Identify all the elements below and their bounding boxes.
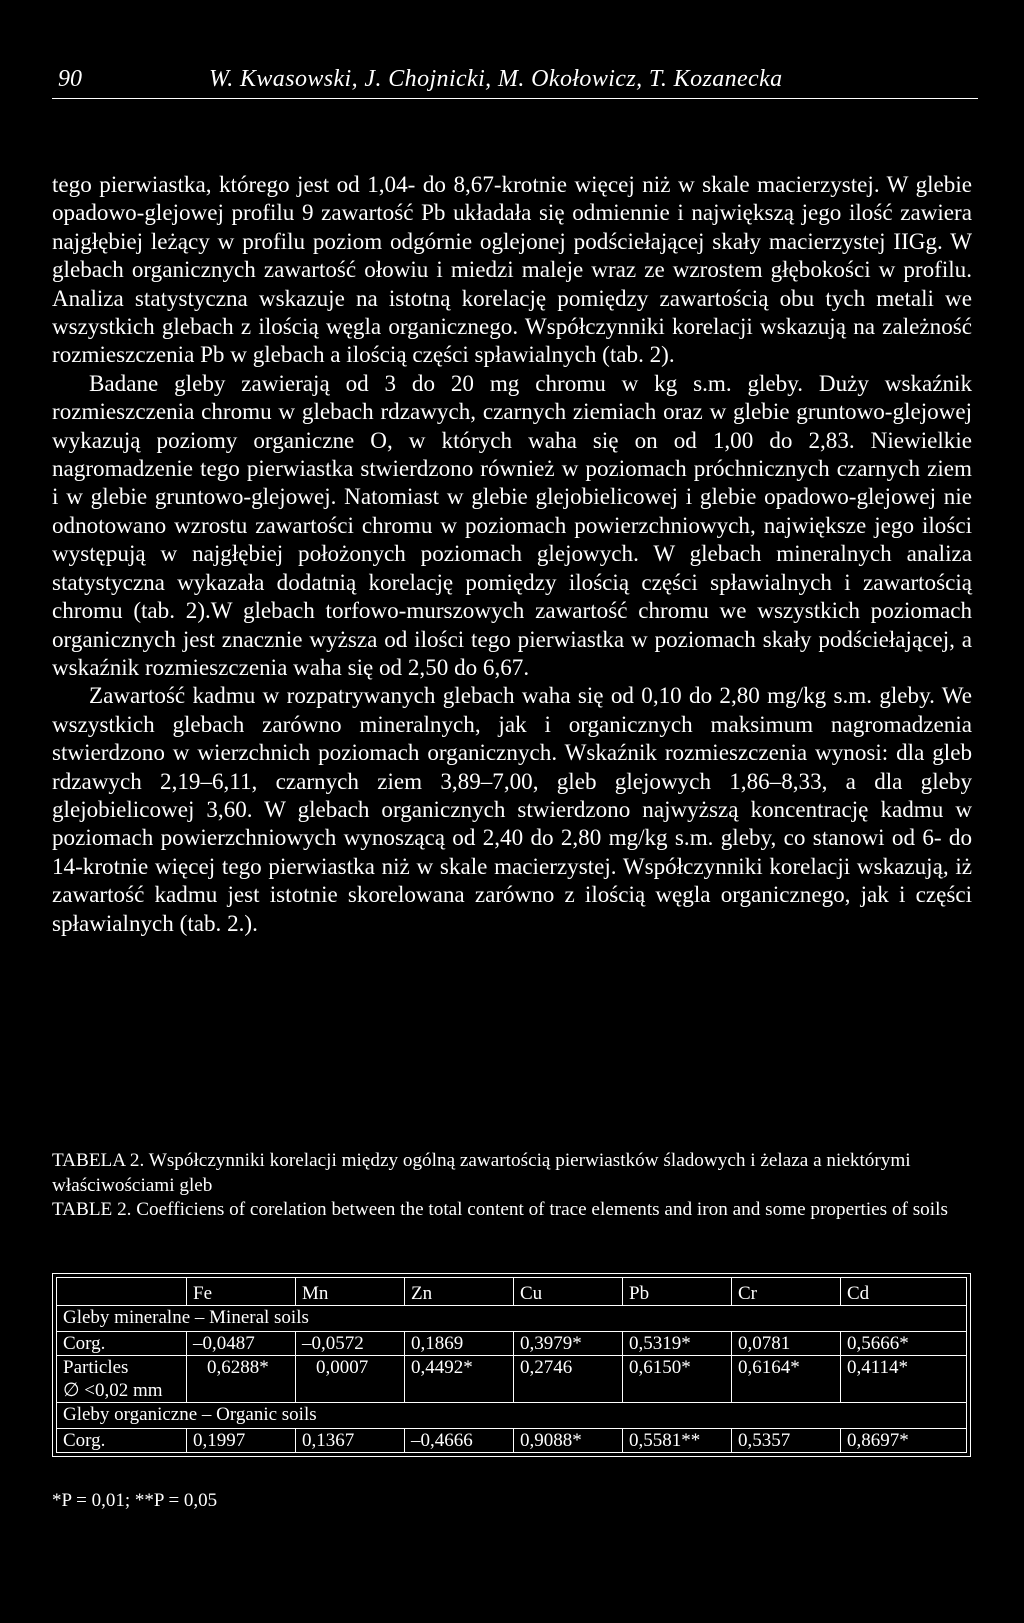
- body-text: [52, 170, 972, 937]
- table-cell: 0,5581**: [623, 1429, 732, 1453]
- correlation-table-frame: [52, 1273, 971, 1457]
- caption-english: TABLE 2. Coefficiens of corelation between the total content of trace elements and iron and some properties of soils: [52, 1199, 948, 1220]
- table-cell: 0,5357: [732, 1429, 841, 1453]
- table-cell: –0,0487: [187, 1332, 296, 1356]
- table-cell: 0,6164*: [732, 1356, 841, 1403]
- caption-polish: TABELA 2. Współczynniki korelacji między ogólną zawartością pierwiastków śladowych i żelaza a niektórymi właściwościami gleb: [52, 1150, 911, 1196]
- row-label-particles-line1: Particles: [63, 1357, 129, 1378]
- section-row-organic: [57, 1403, 967, 1429]
- correlation-table: [56, 1277, 967, 1453]
- table-cell: 0,2746: [514, 1356, 623, 1403]
- column-header-cr: Cr: [732, 1278, 841, 1306]
- table-cell: 0,1869: [405, 1332, 514, 1356]
- column-header-zn: Zn: [405, 1278, 514, 1306]
- paragraph-lead: tego pierwiastka, którego jest od 1,04- do 8,67-krotnie więcej niż w skale macierzystej. W glebie opadowo-glejowej profilu 9 zawartość Pb układała się odmiennie i największą jego ilość zawiera najgłębiej leżący w profilu poziom odgórnie oglejonej podściełającej skały macierzystej IIGg. W glebach organicznych zawartość ołowiu i miedzi maleje wraz ze wzrostem głębokości w profilu. Analiza statystyczna wskazuje na istotną korelację pomiędzy zawartością obu tych metali we wszystkich glebach z ilością węgla organicznego. Współczynniki korelacji wskazują na zależność rozmieszczenia Pb w glebach a ilością części spławialnych (tab. 2).: [52, 171, 972, 368]
- table-cell: 0,1997: [187, 1429, 296, 1453]
- column-header-fe: Fe: [187, 1278, 296, 1306]
- table-header-row: [57, 1278, 967, 1306]
- row-label-corg-mineral: Corg.: [57, 1332, 187, 1356]
- row-label-corg-organic: Corg.: [57, 1429, 187, 1453]
- column-header-cu: Cu: [514, 1278, 623, 1306]
- paragraph-cadmium: Zawartość kadmu w rozpatrywanych glebach waha się od 0,10 do 2,80 mg/kg s.m. gleby. We wszystkich glebach zarówno mineralnych, jak i organicznych maksimum nagromadzenia stwierdzono w wierzchnich poziomach organicznych. Wskaźnik rozmieszczenia wynosi: dla gleb rdzawych 2,19–6,11, czarnych ziem 3,89–7,00, gleb glejowych 1,86–8,33, a dla gleby glejobielicowej 3,60. W glebach organicznych stwierdzono najwyższą koncentrację kadmu w poziomach powierzchniowych wynoszącą od 2,40 do 2,80 mg/kg s.m. gleby, co stanowi od 6- do 14-krotnie więcej tego pierwiastka niż w skale macierzystej. Współczynniki korelacji wskazują, iż zawartość kadmu jest istotnie skorelowana zarówno z ilością węgla organicznego, jak i części spławialnych (tab. 2.).: [52, 682, 972, 936]
- table-row: [57, 1356, 967, 1403]
- table-row: [57, 1429, 967, 1453]
- table-cell: 0,4492*: [405, 1356, 514, 1403]
- table-cell: –0,0572: [296, 1332, 405, 1356]
- table-cell: 0,1367: [296, 1429, 405, 1453]
- paragraph-chromium: Badane gleby zawierają od 3 do 20 mg chromu w kg s.m. gleby. Duży wskaźnik rozmieszczenia chromu w glebach rdzawych, czarnych ziemiach oraz w glebie gruntowo-glejowej wykazują poziomy organiczne O, w których waha się on od 1,00 do 2,83. Niewielkie nagromadzenie tego pierwiastka stwierdzono również w poziomach próchnicznych czarnych ziem i w glebie gruntowo-glejowej. Natomiast w glebie glejobielicowej i glebie opadowo-glejowej nie odnotowano wzrostu zawartości chromu w poziomach powierzchniowych, największe jego ilości występują w najgłębiej położonych poziomach glejowych. W glebach mineralnych analiza statystyczna wykazała dodatnią korelację pomiędzy ilością części spławialnych i zawartością chromu (tab. 2).W glebach torfowo-murszowych zawartość chromu we wszystkich poziomach organicznych jest znacznie wyższa od ilości tego pierwiastka w poziomach skały podściełającej, a wskaźnik rozmieszczenia waha się od 2,50 do 6,67.: [52, 369, 972, 680]
- table-row: [57, 1332, 967, 1356]
- column-header-mn: Mn: [296, 1278, 405, 1306]
- running-header: [52, 62, 978, 99]
- table-cell: 0,6288*: [187, 1356, 296, 1403]
- table-cell: 0,5319*: [623, 1332, 732, 1356]
- running-head-authors: W. Kwasowski, J. Chojnicki, M. Okołowicz, T. Kozanecka: [209, 66, 783, 92]
- column-header-cd: Cd: [841, 1278, 967, 1306]
- table-cell: 0,4114*: [841, 1356, 967, 1403]
- table-cell: 0,8697*: [841, 1429, 967, 1453]
- table-cell: 0,5666*: [841, 1332, 967, 1356]
- section-row-mineral: [57, 1306, 967, 1332]
- table-cell: 0,9088*: [514, 1429, 623, 1453]
- table-header-corner: [57, 1278, 187, 1306]
- section-label-organic: Gleby organiczne – Organic soils: [57, 1403, 967, 1429]
- row-label-particles: [57, 1356, 187, 1403]
- section-label-mineral: Gleby mineralne – Mineral soils: [57, 1306, 967, 1332]
- table-footnote: *P = 0,01; **P = 0,05: [52, 1490, 218, 1511]
- page-number: 90: [58, 66, 82, 92]
- table-cell: 0,0781: [732, 1332, 841, 1356]
- table-caption: [52, 1149, 982, 1223]
- column-header-pb: Pb: [623, 1278, 732, 1306]
- table-cell: 0,0007: [296, 1356, 405, 1403]
- row-label-particles-line2: ∅ <0,02 mm: [63, 1380, 163, 1401]
- table-cell: –0,4666: [405, 1429, 514, 1453]
- table-cell: 0,6150*: [623, 1356, 732, 1403]
- table-cell: 0,3979*: [514, 1332, 623, 1356]
